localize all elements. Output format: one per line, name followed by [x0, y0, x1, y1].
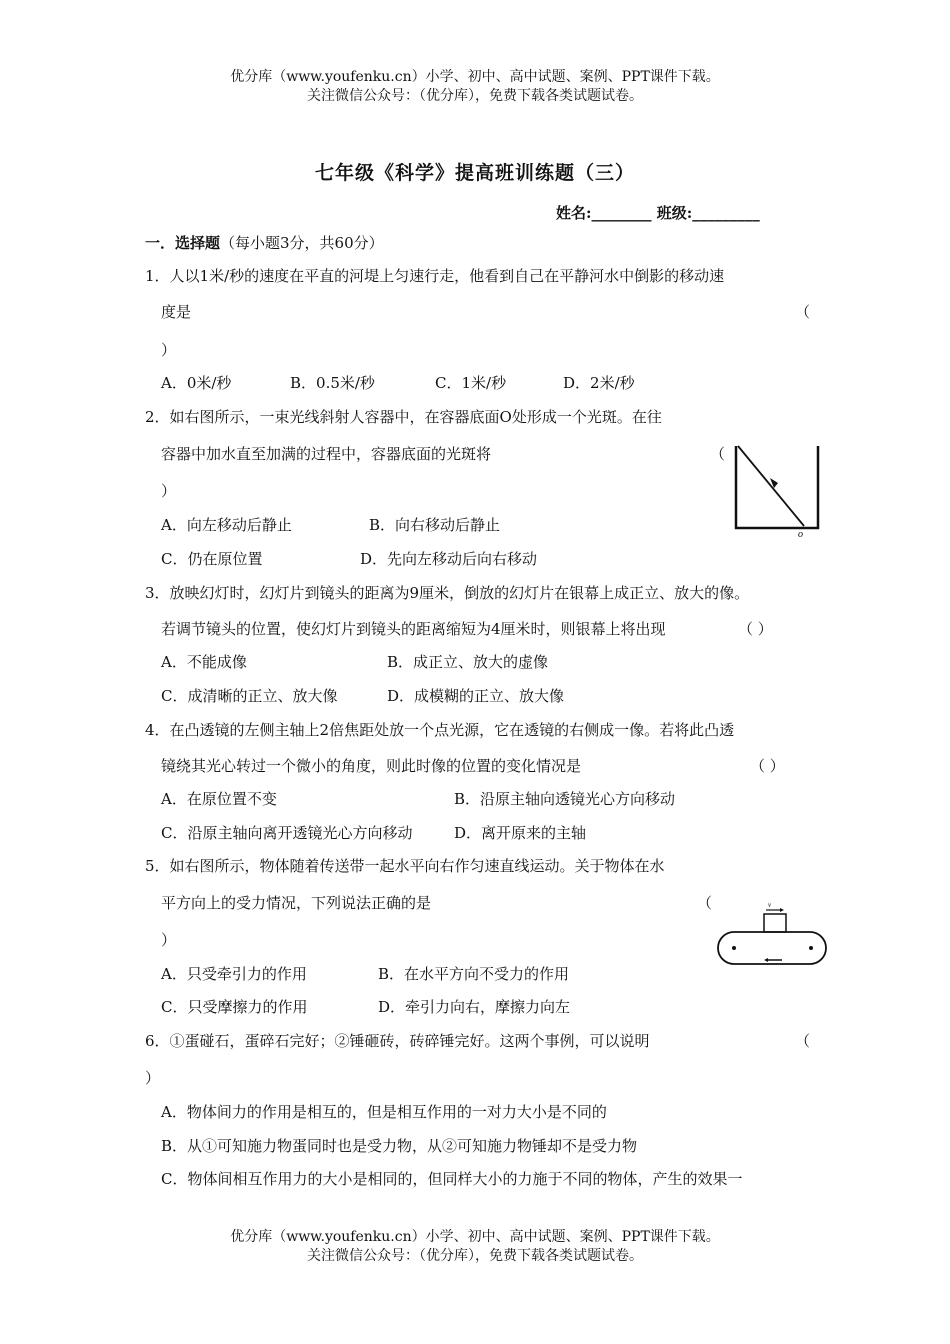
- footer-line-1: 优分库（www.youfenku.cn）小学、初中、高中试题、案例、PPT课件下载。: [230, 1229, 720, 1245]
- q3-paren: （ ）: [738, 620, 773, 638]
- q3-line-2: 若调节镜头的位置，使幻灯片到镜头的距离缩短为4厘米时，则银幕上将出现: [161, 620, 666, 638]
- q5-option-d: D．牵引力向右，摩擦力向左: [378, 998, 571, 1016]
- page-header: [0, 68, 950, 106]
- q1-paren-open: （: [795, 303, 811, 321]
- page-footer: [0, 1228, 950, 1266]
- q2-paren-close: ）: [161, 482, 177, 500]
- q2-option-d: D．先向左移动后向右移动: [360, 550, 538, 568]
- section-label: 一．选择题: [145, 234, 221, 252]
- q1-option-d: D．2米/秒: [563, 374, 635, 392]
- header-line-2: 关注微信公众号：（优分库），免费下载各类试题试卷。: [307, 88, 643, 104]
- q2-option-b: B．向右移动后静止: [369, 516, 501, 534]
- q2-option-a: A．向左移动后静止: [161, 516, 292, 534]
- point-o-label: o: [798, 529, 803, 540]
- q5-line-1: 5．如右图所示，物体随着传送带一起水平向右作匀速直线运动。关于物体在水: [145, 857, 665, 875]
- light-ray: [738, 446, 804, 526]
- return-arrow-icon: [764, 958, 768, 962]
- q2-paren-open: （: [710, 445, 726, 463]
- q1-line-2: 度是: [161, 303, 192, 321]
- q4-option-a: A．在原位置不变: [161, 790, 277, 808]
- q5-paren-open: （: [697, 894, 713, 912]
- q3-option-d: D．成模糊的正立、放大像: [387, 687, 565, 705]
- q4-line-1: 4．在凸透镜的左侧主轴上2倍焦距处放一个点光源，它在透镜的右侧成一像。若将此凸透: [145, 721, 735, 739]
- q3-option-a: A．不能成像: [161, 653, 247, 671]
- q6-option-a: A．物体间力的作用是相互的，但是相互作用的一对力大小是不同的: [161, 1103, 607, 1121]
- section-heading: [145, 233, 384, 253]
- q2-option-c: C．仍在原位置: [161, 550, 263, 568]
- q5-line-2: 平方向上的受力情况，下列说法正确的是: [161, 894, 432, 912]
- q5-conveyor-figure: [714, 898, 834, 970]
- q1-option-c: C．1米/秒: [435, 374, 507, 392]
- q1-option-b: B．0.5米/秒: [290, 374, 375, 392]
- q2-container-figure: [728, 440, 828, 540]
- page-title: 七年级《科学》提高班训练题（三）: [314, 162, 635, 184]
- left-roller-axle: [732, 946, 736, 950]
- velocity-arrow-icon: [780, 908, 784, 912]
- belt-left-curve: [718, 932, 734, 964]
- header-line-1: 优分库（www.youfenku.cn）小学、初中、高中试题、案例、PPT课件下载。: [230, 69, 720, 85]
- q5-option-a: A．只受牵引力的作用: [161, 965, 307, 983]
- q1-line-1: 1．人以1米/秒的速度在平直的河堤上匀速行走，他看到自己在平静河水中倒影的移动速: [145, 267, 725, 285]
- q3-option-c: C．成清晰的正立、放大像: [161, 687, 338, 705]
- q5-option-c: C．只受摩擦力的作用: [161, 998, 308, 1016]
- q4-option-d: D．离开原来的主轴: [454, 824, 587, 842]
- q2-line-1: 2．如右图所示，一束光线斜射人容器中，在容器底面O处形成一个光斑。在往: [145, 408, 662, 426]
- q6-option-c: C．物体间相互作用力的大小是相同的，但同样大小的力施于不同的物体，产生的效果一: [161, 1170, 743, 1188]
- q6-option-b: B．从①可知施力物蛋同时也是受力物，从②可知施力物锤却不是受力物: [161, 1137, 638, 1155]
- q6-paren-open: （: [795, 1032, 811, 1050]
- block: [764, 914, 786, 932]
- q4-line-2: 镜绕其光心转过一个微小的角度，则此时像的位置的变化情况是: [161, 757, 582, 775]
- q4-paren: （ ）: [750, 757, 785, 775]
- q1-paren-close: ）: [161, 341, 177, 359]
- velocity-label: v: [768, 901, 772, 909]
- q3-option-b: B．成正立、放大的虚像: [387, 653, 549, 671]
- footer-line-2: 关注微信公众号：（优分库），免费下载各类试题试卷。: [307, 1248, 643, 1264]
- section-note: （每小题3分，共60分）: [220, 234, 384, 252]
- q4-option-b: B．沿原主轴向透镜光心方向移动: [454, 790, 676, 808]
- q2-line-2: 容器中加水直至加满的过程中，容器底面的光斑将: [161, 445, 492, 463]
- q4-option-c: C．沿原主轴向离开透镜光心方向移动: [161, 824, 413, 842]
- q3-line-1: 3．放映幻灯时，幻灯片到镜头的距离为9厘米，倒放的幻灯片在银幕上成正立、放大的像。: [145, 584, 750, 602]
- q5-option-b: B．在水平方向不受力的作用: [378, 965, 570, 983]
- name-class-field: 姓名:________ 班级:_________: [556, 204, 760, 222]
- q6-line-1: 6．①蛋碰石，蛋碎石完好；②锤砸砖，砖碎锤完好。这两个事例，可以说明: [145, 1032, 650, 1050]
- right-roller-axle: [809, 946, 813, 950]
- q6-paren-close: ）: [145, 1069, 161, 1087]
- q1-option-a: A．0米/秒: [161, 374, 232, 392]
- q5-paren-close: ）: [161, 931, 177, 949]
